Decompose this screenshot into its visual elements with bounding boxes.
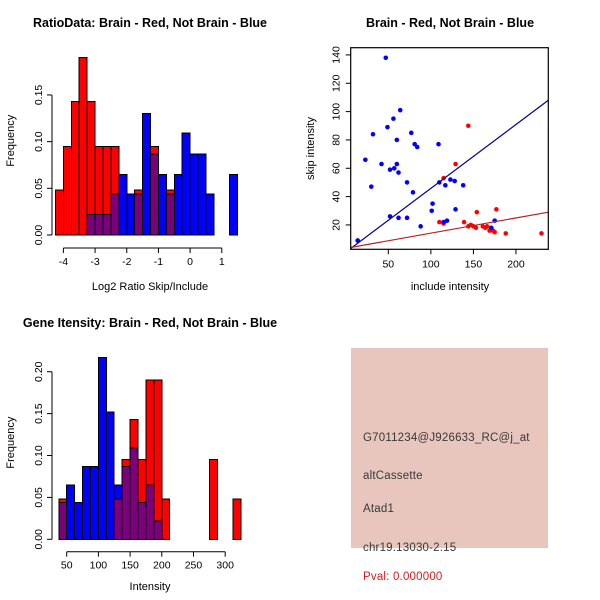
svg-text:-3: -3	[90, 256, 100, 268]
svg-text:Frequency: Frequency	[5, 114, 17, 167]
bars	[59, 357, 241, 539]
info-panel	[300, 300, 600, 600]
svg-text:40: 40	[330, 190, 343, 203]
svg-text:100: 100	[330, 102, 343, 121]
svg-text:50: 50	[60, 559, 73, 572]
svg-text:140: 140	[330, 46, 343, 64]
svg-text:-2: -2	[122, 256, 132, 268]
svg-text:skip intensity: skip intensity	[305, 117, 317, 180]
y-axis	[346, 55, 351, 225]
svg-text:0.15: 0.15	[33, 403, 45, 424]
splicing-event-text: altCassette	[363, 470, 423, 482]
svg-text:80: 80	[330, 134, 343, 146]
svg-text:0.10: 0.10	[33, 445, 45, 466]
svg-text:200: 200	[507, 258, 525, 271]
plot-box	[351, 48, 549, 250]
probe-id-text: G7011234@J926633_RC@j_at	[363, 432, 530, 444]
svg-text:Brain - Red, Not Brain - Blue: Brain - Red, Not Brain - Blue	[365, 16, 535, 30]
svg-text:0.15: 0.15	[33, 84, 45, 106]
svg-text:0.00: 0.00	[33, 529, 45, 550]
data-points	[355, 55, 543, 242]
svg-text:100: 100	[422, 258, 440, 271]
svg-text:300: 300	[216, 559, 234, 572]
genomic-location-text: chr19.13030-2.15	[363, 542, 457, 554]
svg-text:0.10: 0.10	[33, 131, 45, 152]
intensity-scatter-panel	[300, 0, 600, 300]
svg-text:1: 1	[218, 256, 225, 268]
svg-text:Intensity: Intensity	[129, 581, 171, 593]
svg-text:Gene Itensity: Brain - Red, No: Gene Itensity: Brain - Red, Not Brain - Blue	[22, 316, 278, 330]
info-background	[351, 348, 548, 583]
gene-intensity-histogram-panel	[0, 300, 300, 600]
gene-intensity-histogram-svg	[0, 300, 300, 600]
ratio-histogram-panel	[0, 0, 300, 300]
svg-text:100: 100	[89, 559, 108, 572]
svg-text:-4: -4	[58, 256, 69, 268]
svg-text:Frequency: Frequency	[5, 416, 17, 469]
x-axis	[63, 248, 221, 253]
svg-text:0.20: 0.20	[33, 361, 45, 382]
svg-text:Log2 Ratio Skip/Include: Log2 Ratio Skip/Include	[91, 281, 209, 293]
svg-text:0.00: 0.00	[33, 224, 45, 246]
svg-text:250: 250	[184, 559, 203, 572]
svg-text:120: 120	[330, 74, 343, 93]
not-brain-fit-line	[350, 100, 548, 249]
svg-text:50: 50	[382, 258, 395, 271]
y-axis	[47, 372, 52, 540]
gene-symbol-text: Atad1	[363, 503, 395, 515]
svg-text:150: 150	[121, 559, 139, 572]
svg-text:150: 150	[464, 258, 483, 271]
x-axis	[67, 552, 225, 557]
pval-text: Pval: 0.000000	[363, 571, 443, 583]
intensity-scatter-svg	[300, 0, 600, 300]
svg-text:0.05: 0.05	[33, 487, 45, 508]
x-axis	[388, 249, 516, 254]
svg-text:0: 0	[187, 256, 194, 268]
svg-text:include intensity: include intensity	[410, 281, 490, 293]
bars	[55, 58, 237, 235]
svg-text:RatioData: Brain - Red, Not Br: RatioData: Brain - Red, Not Brain - Blue	[32, 16, 268, 30]
svg-text:200: 200	[153, 559, 171, 572]
svg-text:-1: -1	[153, 256, 164, 268]
ratio-histogram-svg	[0, 0, 300, 300]
brain-fit-line	[350, 212, 548, 247]
svg-text:60: 60	[330, 162, 343, 175]
y-axis	[47, 95, 52, 235]
svg-text:0.05: 0.05	[33, 178, 45, 199]
svg-text:20: 20	[330, 219, 343, 231]
series-not-brain	[355, 55, 497, 242]
series-brain	[355, 123, 543, 242]
